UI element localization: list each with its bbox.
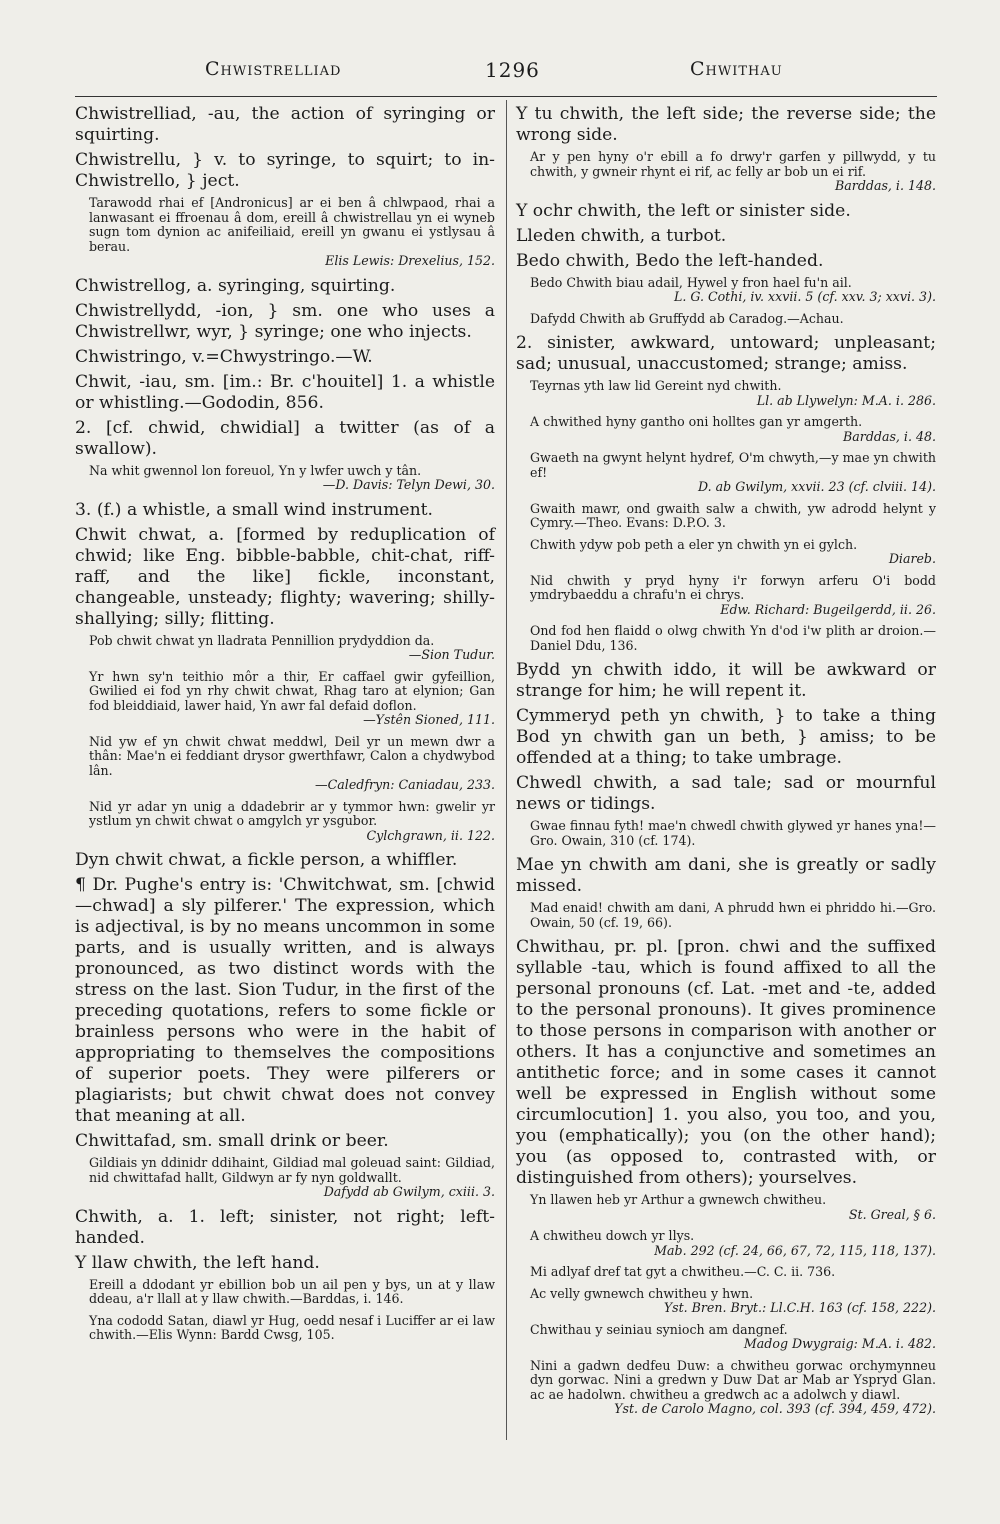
- page-number: 1296: [485, 58, 540, 82]
- dictionary-entry: [75, 1207, 495, 1249]
- dictionary-entry: [516, 201, 936, 222]
- quotation-text: Yr hwn sy'n teithio môr a thir, Er caffael gwir gyfeillion, Gwilied ei fod yn rhy chwit chwat, Rhag taro at elynion; Gan fod bleiddiaid, lawer haid, Yn awr fal defaid doflon.: [89, 668, 495, 713]
- entry-text: Chwistrelliad, -au, the action of syringing or squirting.: [75, 104, 495, 145]
- quotation: [89, 1156, 495, 1200]
- quotation: [530, 379, 936, 408]
- dictionary-entry: [75, 347, 495, 368]
- entry-text: Dyn chwit chwat, a fickle person, a whiffler.: [75, 850, 458, 870]
- quotation-text: A chwithed hyny gantho oni holltes gan yr amgerth.: [530, 414, 863, 429]
- quotation-source: L. G. Cothi, iv. xxvii. 5 (cf. xxv. 3; xxvi. 3).: [673, 289, 936, 304]
- quotation-text: Yn llawen heb yr Arthur a gwnewch chwitheu.: [530, 1192, 827, 1207]
- dictionary-entry: [75, 418, 495, 460]
- quotation: [530, 1229, 936, 1258]
- entry-text: Y ochr chwith, the left or sinister side.: [516, 200, 851, 221]
- quotation: [530, 1323, 936, 1352]
- quotation-source: D. ab Gwilym, xxvii. 23 (cf. clviii. 14).: [697, 479, 936, 494]
- quotation-text: Gwaith mawr, ond gwaith salw a chwith, yw adrodd helynt y Cymry.—Theo. Evans: D.P.O. 3.: [530, 500, 936, 530]
- entry-text: 3. (f.) a whistle, a small wind instrument.: [75, 499, 434, 520]
- quotation: [530, 538, 936, 567]
- entry-text: Mae yn chwith am dani, she is greatly or sadly missed.: [516, 855, 936, 896]
- quotation: [89, 1278, 495, 1307]
- quotation: [530, 502, 936, 531]
- quotation-source: Madog Dwygraig: M.A. i. 482.: [743, 1336, 936, 1351]
- quotation-source: Yst. de Carolo Magno, col. 393 (cf. 394, 459, 472).: [614, 1401, 936, 1416]
- quotation: [89, 196, 495, 269]
- quotation-text: Bedo Chwith biau adail, Hywel y fron hael fu'n ail.: [530, 274, 852, 290]
- quotation-text: Gildiais yn ddinidr ddihaint, Gildiad mal goleuad saint: Gildiad, nid chwittafad hallt, Gildwyn ar fy nyn goldwallt.: [89, 1155, 495, 1185]
- quotation-text: Mad enaid! chwith am dani, A phrudd hwn ei phriddo hi.—Gro. Owain, 50 (cf. 19, 66).: [530, 900, 936, 930]
- quotation: [530, 312, 936, 327]
- dictionary-entry: [516, 251, 936, 272]
- quotation-source: Diareb.: [888, 551, 936, 566]
- quotation-text: Ac velly gwnewch chwitheu y hwn.: [530, 1285, 754, 1301]
- dictionary-entry: [516, 226, 936, 247]
- quotation: [530, 276, 936, 305]
- dictionary-entry: [75, 372, 495, 414]
- entry-text: 2. sinister, awkward, untoward; unpleasant; sad; unusual, unaccustomed; strange; amiss.: [516, 333, 936, 374]
- quotation-text: Teyrnas yth law lid Gereint nyd chwith.: [530, 378, 782, 393]
- dictionary-entry: [516, 104, 936, 146]
- quotation: [89, 1314, 495, 1343]
- entry-text: Chwistrellog, a. syringing, squirting.: [75, 275, 396, 296]
- entry-text: Chwistrellydd, -ion, } sm. one who uses a Chwistrellwr, wyr, } syringe; one who injects.: [75, 300, 495, 342]
- quotation: [530, 819, 936, 848]
- quotation-text: Nid chwith y pryd hyny i'r forwyn arferu O'i bodd ymdrybaeddu a chrafu'n ei chrys.: [530, 572, 936, 602]
- quotation: [530, 1359, 936, 1417]
- left-column: [75, 104, 495, 1350]
- quotation-text: Nid yw ef yn chwit chwat meddwl, Deil yr un mewn dwr a thân: Mae'n ei feddiant drysor gwerthfawr, Calon a chydwybod lân.: [89, 733, 495, 778]
- column-divider: [506, 100, 507, 1440]
- entry-text: Bydd yn chwith iddo, it will be awkward or strange for him; he will repent it.: [516, 660, 936, 701]
- quotation: [89, 735, 495, 793]
- quotation: [530, 1193, 936, 1222]
- quotation: [530, 901, 936, 930]
- quotation-source: Elis Lewis: Drexelius, 152.: [325, 253, 495, 268]
- quotation-source: —Sion Tudur.: [408, 647, 495, 662]
- quotation-text: Dafydd Chwith ab Gruffydd ab Caradog.—Achau.: [530, 310, 844, 326]
- quotation-text: A chwitheu dowch yr llys.: [530, 1228, 695, 1243]
- quotation: [89, 464, 495, 493]
- dictionary-entry: [516, 937, 936, 1189]
- entry-text: Chwith, a. 1. left; sinister, not right; left-handed.: [75, 1206, 495, 1248]
- entry-text: Chwedl chwith, a sad tale; sad or mournful news or tidings.: [516, 773, 936, 814]
- quotation-text: Ar y pen hyny o'r ebill a fo drwy'r garfen y pillwydd, y tu chwith, y gwneir rhynt ei rif, ac felly ar bob un ei rif.: [530, 149, 936, 179]
- quotation-text: Chwith ydyw pob peth a eler yn chwith yn ei gylch.: [530, 536, 858, 552]
- quotation: [530, 150, 936, 194]
- quotation-source: Barddas, i. 148.: [835, 178, 936, 193]
- quotation: [530, 1265, 936, 1280]
- quotation: [89, 634, 495, 663]
- quotation-text: Ond fod hen flaidd o olwg chwith Yn d'od i'w plith ar droion.—Daniel Ddu, 136.: [530, 623, 936, 653]
- quotation-text: Nini a gadwn dedfeu Duw: a chwitheu gorwac orchymynneu dyn gorwac. Nini a gredwn y Duw Dat ar Mab ar Yspryd Glan. ac ae hadolwn. chwitheu a gredwch ac a adolwch y diawl.: [530, 1357, 936, 1402]
- dictionary-entry: [516, 333, 936, 375]
- header-rule: [75, 96, 937, 97]
- quotation-source: Cylchgrawn, ii. 122.: [366, 827, 495, 843]
- dictionary-entry: [75, 104, 495, 146]
- running-head-right: Chwithau: [690, 58, 783, 80]
- quotation-source: Yst. Bren. Bryt.: Ll.C.H. 163 (cf. 158, 222).: [663, 1300, 936, 1315]
- dictionary-entry: [75, 500, 495, 521]
- quotation-text: Yna cododd Satan, diawl yr Hug, oedd nesaf i Luciffer ar ei law chwith.—Elis Wynn: Bardd Cwsg, 105.: [89, 1312, 495, 1342]
- dictionary-entry: [75, 1253, 495, 1274]
- entry-text: Chwit, -iau, sm. [im.: Br. c'houitel] 1. a whistle or whistling.—Gododin, 856.: [75, 371, 495, 413]
- entry-text: Chwistringo, v.=Chwystringo.—W.: [75, 346, 373, 367]
- quotation: [530, 1287, 936, 1316]
- entry-text: Bedo chwith, Bedo the left-handed.: [516, 250, 824, 271]
- entry-text: ¶ Dr. Pughe's entry is: 'Chwitchwat, sm. [chwid—chwad] a sly pilferer.' The expression, which is adjectival, is by no means uncommon in some parts, and is usually written, and is always pronounced, as two distinct words with the stress on the last. Sion Tudur, in the first of the preceding quotations, refers to some fickle or brainless persons who were in the habit of appropriating to themselves the compositions of superior poets. They were pilferers or plagiarists; but chwit chwat does not convey that meaning at all.: [75, 875, 495, 1126]
- entry-text: 2. [cf. chwid, chwidial] a twitter (as of a swallow).: [75, 417, 495, 459]
- running-head-left: Chwistrelliad: [205, 58, 342, 80]
- entry-text: Chwittafad, sm. small drink or beer.: [75, 1131, 389, 1151]
- entry-text: Chwistrellu, } v. to syringe, to squirt; to in- Chwistrello, } ject.: [75, 150, 495, 191]
- quotation-source: Mab. 292 (cf. 24, 66, 67, 72, 115, 118, 137).: [654, 1242, 936, 1258]
- entry-text: Lleden chwith, a turbot.: [516, 225, 727, 246]
- quotation: [89, 670, 495, 728]
- dictionary-entry: [75, 525, 495, 630]
- quotation-text: Nid yr adar yn unig a ddadebrir ar y tymmor hwn: gwelir yr ystlum yn chwit chwat o amgylch yr ysgubor.: [89, 798, 495, 828]
- quotation-text: Pob chwit chwat yn lladrata Pennillion prydyddion da.: [89, 632, 435, 648]
- quotation: [530, 451, 936, 495]
- dictionary-entry: [516, 773, 936, 815]
- right-column: [516, 104, 936, 1424]
- quotation-text: Tarawodd rhai ef [Andronicus] ar ei ben â chlwpaod, rhai a lanwasant ei ffroenau â dom, ereill â chwistrellau yn ei wyneb sugn tom dynion ac anifeiliaid, ereill yn gwanu ei ystlysau â berau.: [89, 195, 495, 254]
- dictionary-entry: [516, 706, 936, 769]
- quotation: [530, 624, 936, 653]
- quotation-text: Na whit gwennol lon foreuol, Yn y lwfer uwch y tân.: [89, 462, 422, 478]
- quotation-source: —Caledfryn: Caniadau, 233.: [315, 777, 495, 792]
- dictionary-entry: [75, 875, 495, 1127]
- quotation-source: Dafydd ab Gwilym, cxiii. 3.: [323, 1184, 495, 1199]
- dictionary-entry: [516, 660, 936, 702]
- dictionary-entry: [75, 1131, 495, 1152]
- quotation-source: Edw. Richard: Bugeilgerdd, ii. 26.: [720, 601, 936, 617]
- entry-text: Chwithau, pr. pl. [pron. chwi and the suffixed syllable -tau, which is found affixed to all the personal pronouns (cf. Lat. -met and -te, added to the personal pronouns). It gives prominence to those persons in comparison with another or others. It has a conjunctive and sometimes an antithetic force; and in some cases it cannot well be expressed in English without some circumlocution] 1. you also, you too, and you, you (emphatically); you (on the other hand); you (as opposed to, contrasted with, or distinguished from others); yourselves.: [516, 937, 936, 1188]
- dictionary-entry: [75, 850, 495, 871]
- quotation-source: —D. Davis: Telyn Dewi, 30.: [322, 477, 495, 492]
- quotation-source: Barddas, i. 48.: [843, 428, 936, 444]
- entry-text: Cymmeryd peth yn chwith, } to take a thing Bod yn chwith gan un beth, } amiss; to be offended at a thing; to take umbrage.: [516, 706, 936, 768]
- quotation: [89, 800, 495, 844]
- quotation-source: —Ystên Sioned, 111.: [363, 712, 495, 727]
- quotation-text: Gwaeth na gwynt helynt hydref, O'm chwyth,—y mae yn chwith ef!: [530, 450, 936, 480]
- entry-text: Y tu chwith, the left side; the reverse side; the wrong side.: [516, 104, 936, 145]
- quotation-text: Mi adlyaf dref tat gyt a chwitheu.—C. C. ii. 736.: [530, 1264, 836, 1279]
- quotation-text: Chwithau y seiniau synioch am dangnef.: [530, 1321, 788, 1337]
- dictionary-entry: [75, 150, 495, 192]
- dictionary-entry: [75, 301, 495, 343]
- entry-text: Chwit chwat, a. [formed by reduplication of chwid; like Eng. bibble-babble, chit-chat, riff-raff, and the like] fickle, inconstant, changeable, unsteady; flighty; wavering; shilly-shallying; silly; flitting.: [75, 524, 495, 629]
- quotation-source: St. Greal, § 6.: [848, 1206, 936, 1222]
- entry-text: Y llaw chwith, the left hand.: [75, 1252, 320, 1273]
- quotation: [530, 415, 936, 444]
- dictionary-entry: [75, 276, 495, 297]
- quotation-text: Gwae finnau fyth! mae'n chwedl chwith glywed yr hanes yna!—Gro. Owain, 310 (cf. 174).: [530, 818, 936, 848]
- quotation-text: Ereill a ddodant yr ebillion bob un ail pen y bys, un at y llaw ddeau, a'r llall at y llaw chwith.—Barddas, i. 146.: [89, 1276, 495, 1306]
- quotation-source: Ll. ab Llywelyn: M.A. i. 286.: [756, 392, 936, 408]
- quotation: [530, 574, 936, 618]
- dictionary-entry: [516, 855, 936, 897]
